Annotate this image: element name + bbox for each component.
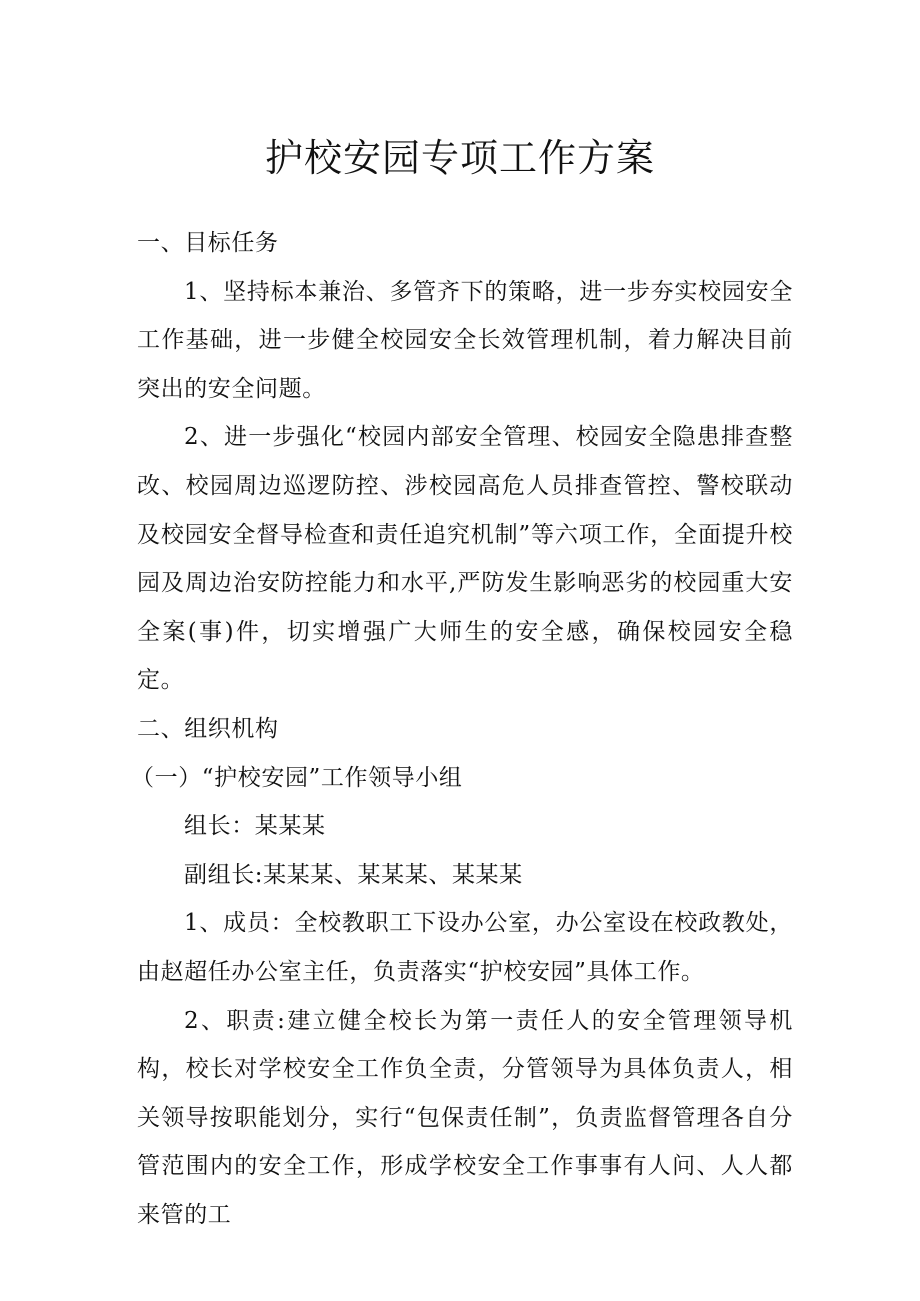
- paragraph-goal-2: 2、进一步强化“校园内部安全管理、校园安全隐患排查整改、校园周边巡逻防控、涉校园高危人员排查管控、警校联动及校园安全督导检查和责任追究机制”等六项工作，全面提升校园及周边治安防控能力和水平,严防发生影响恶劣的校园重大安全案(事)件，切实增强广大师生的安全感，确保校园安全稳定。: [137, 424, 793, 694]
- document-title: 护校安园专项工作方案: [264, 136, 655, 180]
- paragraph-duties: 2、职责:建立健全校长为第一责任人的安全管理领导机构，校长对学校安全工作负全责，分管领导为具体负责人，相关领导按职能划分，实行“包保责任制”，负责监督管理各自分管范围内的安全工作，形成学校安全工作事事有人问、人人都来管的工: [137, 1007, 793, 1228]
- section-heading-goals: 一、目标任务: [137, 230, 279, 256]
- paragraph-leader: 组长：某某某: [184, 813, 326, 840]
- subsection-heading-leadership-group: （一）“护校安园”工作领导小组: [131, 764, 463, 791]
- paragraph-goal-1: 1、坚持标本兼治、多管齐下的策略，进一步夯实校园安全工作基础，进一步健全校园安全长效管理机制，着力解决目前突出的安全问题。: [137, 278, 793, 402]
- section-heading-organization: 二、组织机构: [137, 715, 279, 742]
- paragraph-members: 1、成员：全校教职工下设办公室，办公室设在校政教处，由赵超任办公室主任，负责落实“护校安园”具体工作。: [137, 910, 793, 985]
- document-body: [131, 219, 793, 1239]
- paragraph-deputy-leaders: 副组长:某某某、某某某、某某某: [184, 861, 523, 888]
